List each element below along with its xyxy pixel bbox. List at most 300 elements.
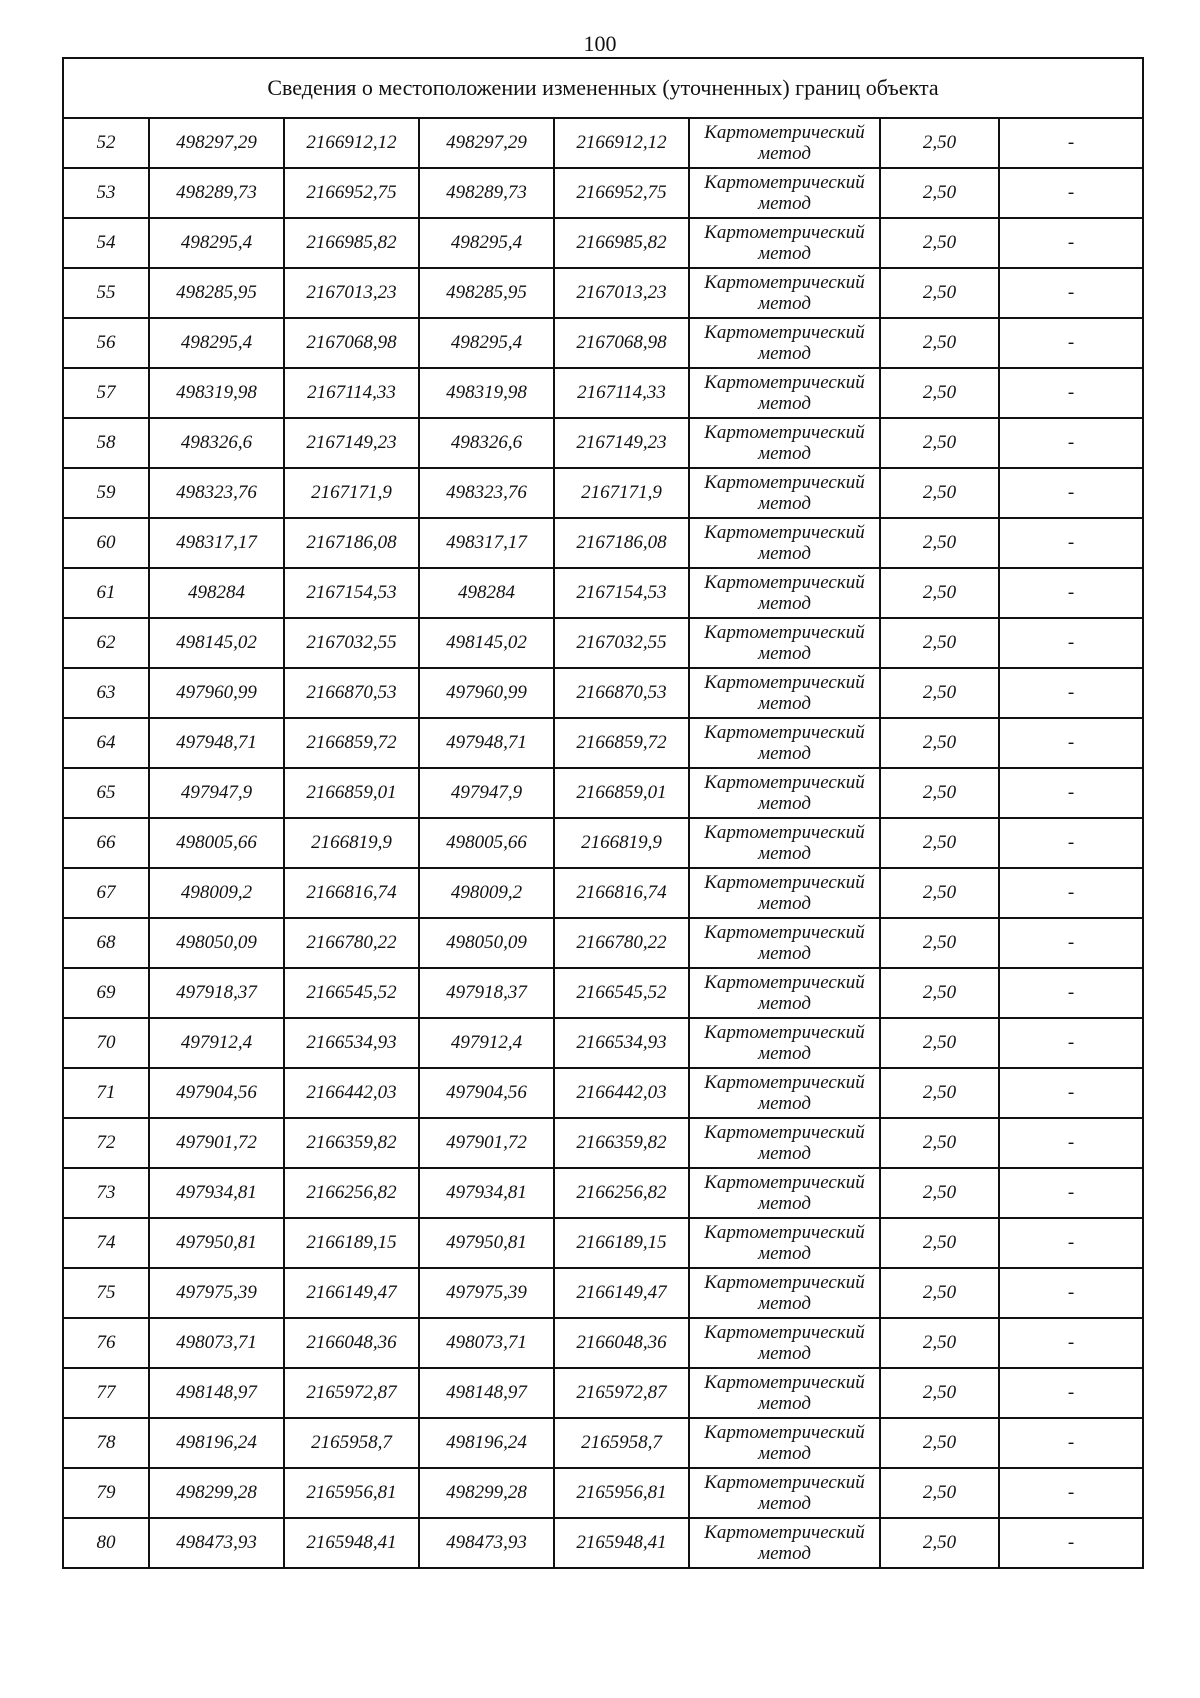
table-row — [63, 1068, 1143, 1118]
existing-x-cell: 498323,76 — [149, 468, 284, 518]
point-number-cell: 67 — [63, 868, 149, 918]
refined-y-cell: 2166442,03 — [554, 1068, 689, 1118]
method-line-1: Картометрический — [704, 1272, 865, 1293]
existing-x-cell: 498009,2 — [149, 868, 284, 918]
refined-x-cell: 497950,81 — [419, 1218, 554, 1268]
description-cell: - — [999, 1418, 1143, 1468]
existing-x-cell: 498326,6 — [149, 418, 284, 468]
description-cell: - — [999, 218, 1143, 268]
existing-x-cell: 497947,9 — [149, 768, 284, 818]
table-row — [63, 1168, 1143, 1218]
boundary-coordinates-table — [62, 57, 1144, 1569]
existing-y-cell: 2167154,53 — [284, 568, 419, 618]
method-cell — [689, 218, 880, 268]
method-line-2: метод — [758, 143, 811, 164]
refined-y-cell: 2166859,01 — [554, 768, 689, 818]
table-row — [63, 618, 1143, 668]
method-line-1: Картометрический — [704, 422, 865, 443]
description-cell: - — [999, 568, 1143, 618]
point-number-cell: 55 — [63, 268, 149, 318]
existing-x-cell: 497975,39 — [149, 1268, 284, 1318]
method-line-2: метод — [758, 593, 811, 614]
table-row — [63, 918, 1143, 968]
point-number-cell: 62 — [63, 618, 149, 668]
method-line-2: метод — [758, 343, 811, 364]
method-line-2: метод — [758, 193, 811, 214]
existing-x-cell: 498073,71 — [149, 1318, 284, 1368]
method-line-2: метод — [758, 993, 811, 1014]
point-number-cell: 70 — [63, 1018, 149, 1068]
existing-y-cell: 2167186,08 — [284, 518, 419, 568]
method-line-2: метод — [758, 743, 811, 764]
refined-x-cell: 498005,66 — [419, 818, 554, 868]
existing-y-cell: 2166534,93 — [284, 1018, 419, 1068]
method-line-1: Картометрический — [704, 972, 865, 993]
existing-y-cell: 2166048,36 — [284, 1318, 419, 1368]
existing-x-cell: 497904,56 — [149, 1068, 284, 1118]
refined-y-cell: 2167154,53 — [554, 568, 689, 618]
description-cell: - — [999, 418, 1143, 468]
point-number-cell: 64 — [63, 718, 149, 768]
existing-y-cell: 2167149,23 — [284, 418, 419, 468]
point-number-cell: 79 — [63, 1468, 149, 1518]
refined-x-cell: 497934,81 — [419, 1168, 554, 1218]
point-number-cell: 56 — [63, 318, 149, 368]
point-number-cell: 66 — [63, 818, 149, 868]
method-cell — [689, 1218, 880, 1268]
existing-y-cell: 2166442,03 — [284, 1068, 419, 1118]
method-cell — [689, 568, 880, 618]
method-cell — [689, 368, 880, 418]
refined-x-cell: 498299,28 — [419, 1468, 554, 1518]
refined-y-cell: 2165956,81 — [554, 1468, 689, 1518]
table-row — [63, 168, 1143, 218]
method-cell — [689, 1318, 880, 1368]
existing-y-cell: 2166952,75 — [284, 168, 419, 218]
refined-y-cell: 2166859,72 — [554, 718, 689, 768]
table-row — [63, 1418, 1143, 1468]
existing-x-cell: 498295,4 — [149, 218, 284, 268]
point-number-cell: 74 — [63, 1218, 149, 1268]
method-cell — [689, 1518, 880, 1568]
existing-x-cell: 497918,37 — [149, 968, 284, 1018]
description-cell: - — [999, 1518, 1143, 1568]
existing-y-cell: 2165958,7 — [284, 1418, 419, 1468]
refined-x-cell: 497948,71 — [419, 718, 554, 768]
method-line-2: метод — [758, 243, 811, 264]
point-number-cell: 76 — [63, 1318, 149, 1368]
refined-y-cell: 2166534,93 — [554, 1018, 689, 1068]
existing-y-cell: 2166359,82 — [284, 1118, 419, 1168]
refined-x-cell: 498284 — [419, 568, 554, 618]
table-title: Сведения о местоположении измененных (уточненных) границ объекта — [63, 58, 1143, 118]
accuracy-cell: 2,50 — [880, 618, 999, 668]
method-line-2: метод — [758, 1393, 811, 1414]
description-cell: - — [999, 1068, 1143, 1118]
refined-y-cell: 2166048,36 — [554, 1318, 689, 1368]
refined-y-cell: 2167068,98 — [554, 318, 689, 368]
method-cell — [689, 1418, 880, 1468]
description-cell: - — [999, 1018, 1143, 1068]
method-line-1: Картометрический — [704, 172, 865, 193]
refined-y-cell: 2167114,33 — [554, 368, 689, 418]
accuracy-cell: 2,50 — [880, 1068, 999, 1118]
method-line-1: Картометрический — [704, 822, 865, 843]
accuracy-cell: 2,50 — [880, 318, 999, 368]
method-line-1: Картометрический — [704, 722, 865, 743]
refined-x-cell: 498295,4 — [419, 218, 554, 268]
existing-y-cell: 2166256,82 — [284, 1168, 419, 1218]
method-line-2: метод — [758, 1443, 811, 1464]
refined-x-cell: 498050,09 — [419, 918, 554, 968]
existing-x-cell: 498473,93 — [149, 1518, 284, 1568]
refined-x-cell: 497960,99 — [419, 668, 554, 718]
accuracy-cell: 2,50 — [880, 368, 999, 418]
accuracy-cell: 2,50 — [880, 768, 999, 818]
table-row — [63, 1268, 1143, 1318]
method-line-1: Картометрический — [704, 472, 865, 493]
table-row — [63, 568, 1143, 618]
refined-y-cell: 2166870,53 — [554, 668, 689, 718]
method-cell — [689, 968, 880, 1018]
point-number-cell: 72 — [63, 1118, 149, 1168]
accuracy-cell: 2,50 — [880, 1218, 999, 1268]
refined-y-cell: 2166816,74 — [554, 868, 689, 918]
refined-y-cell: 2165958,7 — [554, 1418, 689, 1468]
table-row — [63, 268, 1143, 318]
refined-x-cell: 498297,29 — [419, 118, 554, 168]
description-cell: - — [999, 1468, 1143, 1518]
refined-x-cell: 498295,4 — [419, 318, 554, 368]
refined-y-cell: 2166985,82 — [554, 218, 689, 268]
description-cell: - — [999, 518, 1143, 568]
accuracy-cell: 2,50 — [880, 1468, 999, 1518]
method-cell — [689, 1118, 880, 1168]
table-row — [63, 1518, 1143, 1568]
refined-x-cell: 498285,95 — [419, 268, 554, 318]
point-number-cell: 75 — [63, 1268, 149, 1318]
existing-x-cell: 498285,95 — [149, 268, 284, 318]
table-row — [63, 1118, 1143, 1168]
method-line-2: метод — [758, 393, 811, 414]
accuracy-cell: 2,50 — [880, 218, 999, 268]
existing-x-cell: 498284 — [149, 568, 284, 618]
method-cell — [689, 518, 880, 568]
description-cell: - — [999, 368, 1143, 418]
table-row — [63, 318, 1143, 368]
refined-x-cell: 498148,97 — [419, 1368, 554, 1418]
method-cell — [689, 468, 880, 518]
accuracy-cell: 2,50 — [880, 568, 999, 618]
method-cell — [689, 418, 880, 468]
existing-x-cell: 498297,29 — [149, 118, 284, 168]
refined-x-cell: 497904,56 — [419, 1068, 554, 1118]
existing-y-cell: 2165948,41 — [284, 1518, 419, 1568]
refined-x-cell: 497947,9 — [419, 768, 554, 818]
refined-y-cell: 2166780,22 — [554, 918, 689, 968]
point-number-cell: 78 — [63, 1418, 149, 1468]
method-line-1: Картометрический — [704, 372, 865, 393]
refined-y-cell: 2166912,12 — [554, 118, 689, 168]
existing-y-cell: 2167171,9 — [284, 468, 419, 518]
table-row — [63, 818, 1143, 868]
refined-y-cell: 2167186,08 — [554, 518, 689, 568]
method-line-1: Картометрический — [704, 772, 865, 793]
method-line-1: Картометрический — [704, 522, 865, 543]
method-cell — [689, 318, 880, 368]
accuracy-cell: 2,50 — [880, 168, 999, 218]
refined-y-cell: 2167032,55 — [554, 618, 689, 668]
refined-x-cell: 498319,98 — [419, 368, 554, 418]
accuracy-cell: 2,50 — [880, 1018, 999, 1068]
method-line-1: Картометрический — [704, 1022, 865, 1043]
table-row — [63, 418, 1143, 468]
accuracy-cell: 2,50 — [880, 418, 999, 468]
table-row — [63, 868, 1143, 918]
existing-y-cell: 2166780,22 — [284, 918, 419, 968]
existing-y-cell: 2166859,72 — [284, 718, 419, 768]
table-row — [63, 668, 1143, 718]
method-cell — [689, 1068, 880, 1118]
method-line-1: Картометрический — [704, 222, 865, 243]
description-cell: - — [999, 1268, 1143, 1318]
point-number-cell: 73 — [63, 1168, 149, 1218]
existing-x-cell: 497950,81 — [149, 1218, 284, 1268]
point-number-cell: 54 — [63, 218, 149, 268]
table-row — [63, 718, 1143, 768]
existing-y-cell: 2166912,12 — [284, 118, 419, 168]
existing-y-cell: 2166816,74 — [284, 868, 419, 918]
point-number-cell: 68 — [63, 918, 149, 968]
method-line-1: Картометрический — [704, 1372, 865, 1393]
description-cell: - — [999, 868, 1143, 918]
description-cell: - — [999, 118, 1143, 168]
existing-x-cell: 498317,17 — [149, 518, 284, 568]
point-number-cell: 69 — [63, 968, 149, 1018]
refined-x-cell: 498323,76 — [419, 468, 554, 518]
method-line-2: метод — [758, 943, 811, 964]
method-line-2: метод — [758, 493, 811, 514]
existing-y-cell: 2165956,81 — [284, 1468, 419, 1518]
existing-y-cell: 2167032,55 — [284, 618, 419, 668]
method-line-2: метод — [758, 1193, 811, 1214]
method-cell — [689, 768, 880, 818]
method-cell — [689, 1368, 880, 1418]
existing-y-cell: 2167068,98 — [284, 318, 419, 368]
point-number-cell: 61 — [63, 568, 149, 618]
accuracy-cell: 2,50 — [880, 1118, 999, 1168]
method-cell — [689, 118, 880, 168]
method-line-1: Картометрический — [704, 1472, 865, 1493]
existing-y-cell: 2166819,9 — [284, 818, 419, 868]
method-line-2: метод — [758, 1243, 811, 1264]
method-cell — [689, 618, 880, 668]
refined-x-cell: 498289,73 — [419, 168, 554, 218]
point-number-cell: 63 — [63, 668, 149, 718]
description-cell: - — [999, 268, 1143, 318]
point-number-cell: 57 — [63, 368, 149, 418]
point-number-cell: 65 — [63, 768, 149, 818]
accuracy-cell: 2,50 — [880, 718, 999, 768]
point-number-cell: 80 — [63, 1518, 149, 1568]
existing-x-cell: 498145,02 — [149, 618, 284, 668]
method-line-1: Картометрический — [704, 1322, 865, 1343]
description-cell: - — [999, 1168, 1143, 1218]
table-row — [63, 1018, 1143, 1068]
accuracy-cell: 2,50 — [880, 1518, 999, 1568]
method-line-1: Картометрический — [704, 1422, 865, 1443]
description-cell: - — [999, 318, 1143, 368]
existing-x-cell: 498196,24 — [149, 1418, 284, 1468]
table-row — [63, 118, 1143, 168]
method-line-2: метод — [758, 893, 811, 914]
description-cell: - — [999, 768, 1143, 818]
accuracy-cell: 2,50 — [880, 1418, 999, 1468]
accuracy-cell: 2,50 — [880, 968, 999, 1018]
description-cell: - — [999, 468, 1143, 518]
existing-y-cell: 2166859,01 — [284, 768, 419, 818]
method-line-1: Картометрический — [704, 572, 865, 593]
method-line-1: Картометрический — [704, 322, 865, 343]
accuracy-cell: 2,50 — [880, 668, 999, 718]
method-line-2: метод — [758, 1093, 811, 1114]
method-cell — [689, 1468, 880, 1518]
accuracy-cell: 2,50 — [880, 1168, 999, 1218]
accuracy-cell: 2,50 — [880, 1318, 999, 1368]
existing-x-cell: 498148,97 — [149, 1368, 284, 1418]
existing-y-cell: 2167013,23 — [284, 268, 419, 318]
existing-y-cell: 2166189,15 — [284, 1218, 419, 1268]
point-number-cell: 53 — [63, 168, 149, 218]
accuracy-cell: 2,50 — [880, 868, 999, 918]
method-line-2: метод — [758, 293, 811, 314]
table-row — [63, 368, 1143, 418]
table-row — [63, 1318, 1143, 1368]
refined-x-cell: 498317,17 — [419, 518, 554, 568]
table-row — [63, 768, 1143, 818]
refined-x-cell: 498196,24 — [419, 1418, 554, 1468]
description-cell: - — [999, 1118, 1143, 1168]
description-cell: - — [999, 618, 1143, 668]
method-line-1: Картометрический — [704, 1122, 865, 1143]
existing-x-cell: 498299,28 — [149, 1468, 284, 1518]
method-line-1: Картометрический — [704, 622, 865, 643]
page-number: 100 — [583, 31, 617, 56]
description-cell: - — [999, 1318, 1143, 1368]
description-cell: - — [999, 718, 1143, 768]
existing-x-cell: 498319,98 — [149, 368, 284, 418]
method-line-2: метод — [758, 643, 811, 664]
method-line-2: метод — [758, 1343, 811, 1364]
existing-y-cell: 2166870,53 — [284, 668, 419, 718]
existing-x-cell: 497948,71 — [149, 718, 284, 768]
accuracy-cell: 2,50 — [880, 268, 999, 318]
description-cell: - — [999, 1218, 1143, 1268]
existing-y-cell: 2167114,33 — [284, 368, 419, 418]
refined-x-cell: 498326,6 — [419, 418, 554, 468]
method-cell — [689, 718, 880, 768]
method-line-2: метод — [758, 1543, 811, 1564]
refined-x-cell: 497912,4 — [419, 1018, 554, 1068]
method-line-1: Картометрический — [704, 1222, 865, 1243]
refined-y-cell: 2167149,23 — [554, 418, 689, 468]
method-line-2: метод — [758, 543, 811, 564]
method-line-1: Картометрический — [704, 872, 865, 893]
method-line-1: Картометрический — [704, 122, 865, 143]
refined-y-cell: 2166149,47 — [554, 1268, 689, 1318]
table-row — [63, 1468, 1143, 1518]
refined-x-cell: 497918,37 — [419, 968, 554, 1018]
method-cell — [689, 168, 880, 218]
refined-y-cell: 2166189,15 — [554, 1218, 689, 1268]
refined-y-cell: 2165972,87 — [554, 1368, 689, 1418]
point-number-cell: 52 — [63, 118, 149, 168]
refined-y-cell: 2167013,23 — [554, 268, 689, 318]
method-line-1: Картометрический — [704, 1522, 865, 1543]
accuracy-cell: 2,50 — [880, 468, 999, 518]
method-line-2: метод — [758, 1043, 811, 1064]
existing-x-cell: 498005,66 — [149, 818, 284, 868]
method-line-1: Картометрический — [704, 922, 865, 943]
refined-y-cell: 2165948,41 — [554, 1518, 689, 1568]
method-cell — [689, 1018, 880, 1068]
description-cell: - — [999, 1368, 1143, 1418]
method-cell — [689, 1268, 880, 1318]
method-line-2: метод — [758, 693, 811, 714]
refined-x-cell: 497975,39 — [419, 1268, 554, 1318]
existing-x-cell: 498050,09 — [149, 918, 284, 968]
refined-y-cell: 2166819,9 — [554, 818, 689, 868]
method-cell — [689, 918, 880, 968]
method-line-1: Картометрический — [704, 1072, 865, 1093]
point-number-cell: 58 — [63, 418, 149, 468]
point-number-cell: 77 — [63, 1368, 149, 1418]
table-row — [63, 468, 1143, 518]
method-line-2: метод — [758, 1143, 811, 1164]
accuracy-cell: 2,50 — [880, 818, 999, 868]
table-title-row — [63, 58, 1143, 118]
existing-y-cell: 2165972,87 — [284, 1368, 419, 1418]
table-row — [63, 218, 1143, 268]
method-line-2: метод — [758, 843, 811, 864]
method-line-2: метод — [758, 1293, 811, 1314]
method-cell — [689, 268, 880, 318]
method-line-1: Картометрический — [704, 272, 865, 293]
table-row — [63, 518, 1143, 568]
method-line-2: метод — [758, 793, 811, 814]
accuracy-cell: 2,50 — [880, 118, 999, 168]
existing-x-cell: 497934,81 — [149, 1168, 284, 1218]
accuracy-cell: 2,50 — [880, 918, 999, 968]
table-row — [63, 1368, 1143, 1418]
existing-x-cell: 497960,99 — [149, 668, 284, 718]
accuracy-cell: 2,50 — [880, 1268, 999, 1318]
point-number-cell: 59 — [63, 468, 149, 518]
method-line-2: метод — [758, 1493, 811, 1514]
description-cell: - — [999, 918, 1143, 968]
refined-x-cell: 498473,93 — [419, 1518, 554, 1568]
existing-y-cell: 2166149,47 — [284, 1268, 419, 1318]
description-cell: - — [999, 968, 1143, 1018]
existing-x-cell: 498289,73 — [149, 168, 284, 218]
accuracy-cell: 2,50 — [880, 518, 999, 568]
refined-x-cell: 498073,71 — [419, 1318, 554, 1368]
method-line-1: Картометрический — [704, 1172, 865, 1193]
method-cell — [689, 668, 880, 718]
existing-x-cell: 497901,72 — [149, 1118, 284, 1168]
refined-x-cell: 498145,02 — [419, 618, 554, 668]
refined-x-cell: 498009,2 — [419, 868, 554, 918]
